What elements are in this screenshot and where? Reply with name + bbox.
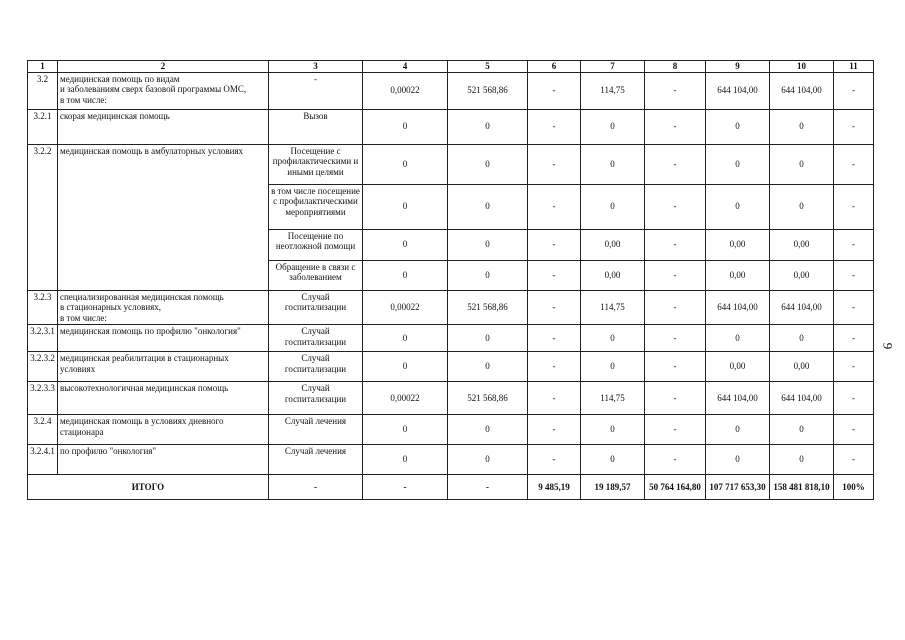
value-cell: -	[645, 325, 706, 352]
row-number: 3.2.3.2	[28, 352, 58, 382]
value-cell: -	[528, 144, 581, 184]
unit-of-measure: Посещение по неотложной помощи	[269, 229, 363, 260]
value-cell: 0	[363, 260, 448, 290]
value-cell: 0,00	[706, 229, 770, 260]
value-cell: 0	[770, 144, 834, 184]
value-cell: -	[528, 445, 581, 475]
row-name: медицинская помощь в амбулаторных условиях	[58, 144, 269, 290]
table-row	[28, 382, 874, 415]
value-cell: -	[834, 184, 874, 229]
value-cell: 0	[581, 144, 645, 184]
value-cell: 0	[581, 415, 645, 445]
value-cell: 521 568,86	[448, 72, 528, 109]
value-cell: -	[528, 184, 581, 229]
value-cell: -	[834, 260, 874, 290]
value-cell: 0	[581, 109, 645, 144]
total-row	[28, 475, 874, 500]
value-cell: -	[645, 144, 706, 184]
value-cell: 644 104,00	[706, 72, 770, 109]
value-cell: 0	[363, 445, 448, 475]
value-cell: 0,00	[706, 352, 770, 382]
table-row	[28, 415, 874, 445]
value-cell: -	[528, 260, 581, 290]
value-cell: 0	[581, 445, 645, 475]
value-cell: -	[528, 325, 581, 352]
value-cell: 0	[448, 352, 528, 382]
column-header: 4	[363, 61, 448, 73]
unit-of-measure: Случай госпитализации	[269, 382, 363, 415]
value-cell: 0,00	[706, 260, 770, 290]
unit-of-measure: Случай госпитализации	[269, 352, 363, 382]
value-cell: 0	[581, 352, 645, 382]
value-cell: -	[645, 229, 706, 260]
value-cell: 0	[363, 109, 448, 144]
value-cell: 521 568,86	[448, 290, 528, 325]
total-value: 19 189,57	[581, 475, 645, 500]
total-value: -	[269, 475, 363, 500]
value-cell: 0	[581, 325, 645, 352]
column-header: 9	[706, 61, 770, 73]
value-cell: -	[834, 290, 874, 325]
unit-of-measure: Случай лечения	[269, 415, 363, 445]
value-cell: 0	[448, 184, 528, 229]
value-cell: -	[528, 415, 581, 445]
value-cell: 0	[448, 260, 528, 290]
value-cell: -	[645, 445, 706, 475]
value-cell: -	[528, 109, 581, 144]
value-cell: -	[645, 290, 706, 325]
value-cell: -	[834, 352, 874, 382]
value-cell: 0	[706, 445, 770, 475]
value-cell: 0,00022	[363, 290, 448, 325]
value-cell: 644 104,00	[706, 382, 770, 415]
column-header: 7	[581, 61, 645, 73]
unit-of-measure: Посещение с профилактическими и иными целями	[269, 144, 363, 184]
value-cell: 0	[448, 325, 528, 352]
column-header: 10	[770, 61, 834, 73]
row-name: высокотехнологичная медицинская помощь	[58, 382, 269, 415]
value-cell: 0	[363, 325, 448, 352]
total-value: -	[363, 475, 448, 500]
value-cell: 0	[706, 184, 770, 229]
value-cell: 644 104,00	[770, 72, 834, 109]
value-cell: -	[645, 382, 706, 415]
value-cell: -	[834, 445, 874, 475]
value-cell: 644 104,00	[770, 290, 834, 325]
total-value: 9 485,19	[528, 475, 581, 500]
row-name: медицинская помощь по видам и заболеваниям сверх базовой программы ОМС, в том числе:	[58, 72, 269, 109]
value-cell: -	[834, 382, 874, 415]
value-cell: 0,00	[581, 229, 645, 260]
column-header: 1	[28, 61, 58, 73]
table-row	[28, 325, 874, 352]
unit-of-measure: Вызов	[269, 109, 363, 144]
value-cell: 0	[770, 415, 834, 445]
value-cell: 0	[581, 184, 645, 229]
value-cell: 0	[448, 109, 528, 144]
unit-of-measure: Случай госпитализации	[269, 325, 363, 352]
value-cell: 0	[770, 184, 834, 229]
table-row	[28, 144, 874, 184]
header-row	[28, 61, 874, 73]
total-value: 107 717 653,30	[706, 475, 770, 500]
table-row	[28, 290, 874, 325]
value-cell: -	[645, 352, 706, 382]
value-cell: -	[834, 229, 874, 260]
table-row	[28, 445, 874, 475]
page-number: 9	[880, 342, 896, 350]
column-header: 2	[58, 61, 269, 73]
row-name: медицинская реабилитация в стационарных условиях	[58, 352, 269, 382]
value-cell: -	[834, 325, 874, 352]
row-number: 3.2.1	[28, 109, 58, 144]
value-cell: 0	[363, 229, 448, 260]
value-cell: -	[645, 184, 706, 229]
value-cell: 644 104,00	[706, 290, 770, 325]
column-header: 5	[448, 61, 528, 73]
value-cell: 0	[363, 144, 448, 184]
unit-of-measure: -	[269, 72, 363, 109]
row-number: 3.2.2	[28, 144, 58, 290]
total-value: 100%	[834, 475, 874, 500]
value-cell: 0	[363, 415, 448, 445]
value-cell: 0	[448, 229, 528, 260]
row-number: 3.2.4.1	[28, 445, 58, 475]
value-cell: -	[834, 415, 874, 445]
value-cell: 0	[363, 352, 448, 382]
row-name: медицинская помощь в условиях дневного стационара	[58, 415, 269, 445]
row-name: специализированная медицинская помощь в стационарных условиях, в том числе:	[58, 290, 269, 325]
row-number: 3.2.3.3	[28, 382, 58, 415]
table-row	[28, 352, 874, 382]
column-header: 6	[528, 61, 581, 73]
row-number: 3.2.4	[28, 415, 58, 445]
value-cell: -	[528, 352, 581, 382]
value-cell: 114,75	[581, 72, 645, 109]
value-cell: -	[834, 109, 874, 144]
row-number: 3.2.3.1	[28, 325, 58, 352]
value-cell: 0,00	[581, 260, 645, 290]
row-number: 3.2.3	[28, 290, 58, 325]
total-value: 158 481 818,10	[770, 475, 834, 500]
table-row	[28, 72, 874, 109]
table-row	[28, 109, 874, 144]
row-name: скорая медицинская помощь	[58, 109, 269, 144]
value-cell: 0	[706, 109, 770, 144]
value-cell: 644 104,00	[770, 382, 834, 415]
total-value: 50 764 164,80	[645, 475, 706, 500]
value-cell: 0	[770, 325, 834, 352]
column-header: 8	[645, 61, 706, 73]
value-cell: 114,75	[581, 290, 645, 325]
total-value: -	[448, 475, 528, 500]
column-header: 3	[269, 61, 363, 73]
value-cell: 0,00	[770, 260, 834, 290]
value-cell: 0	[770, 109, 834, 144]
value-cell: -	[645, 109, 706, 144]
value-cell: -	[528, 229, 581, 260]
value-cell: 0	[448, 445, 528, 475]
value-cell: -	[645, 72, 706, 109]
tariff-table	[27, 60, 874, 500]
unit-of-measure: Случай лечения	[269, 445, 363, 475]
value-cell: 114,75	[581, 382, 645, 415]
value-cell: 0,00	[770, 352, 834, 382]
value-cell: -	[645, 415, 706, 445]
row-name: по профилю "онкология"	[58, 445, 269, 475]
value-cell: 0	[706, 415, 770, 445]
unit-of-measure: Случай госпитализации	[269, 290, 363, 325]
unit-of-measure: Обращение в связи с заболеванием	[269, 260, 363, 290]
value-cell: 0	[448, 415, 528, 445]
value-cell: 0,00022	[363, 72, 448, 109]
value-cell: 521 568,86	[448, 382, 528, 415]
row-number: 3.2	[28, 72, 58, 109]
value-cell: 0	[706, 325, 770, 352]
value-cell: -	[834, 72, 874, 109]
value-cell: -	[645, 260, 706, 290]
total-label: ИТОГО	[28, 475, 269, 500]
value-cell: -	[528, 382, 581, 415]
value-cell: 0	[770, 445, 834, 475]
value-cell: 0	[448, 144, 528, 184]
value-cell: 0,00022	[363, 382, 448, 415]
unit-of-measure: в том числе посещение с профилактическими мероприятиями	[269, 184, 363, 229]
value-cell: -	[528, 72, 581, 109]
value-cell: 0,00	[770, 229, 834, 260]
column-header: 11	[834, 61, 874, 73]
value-cell: 0	[706, 144, 770, 184]
value-cell: -	[528, 290, 581, 325]
value-cell: -	[834, 144, 874, 184]
value-cell: 0	[363, 184, 448, 229]
row-name: медицинская помощь по профилю "онкология"	[58, 325, 269, 352]
